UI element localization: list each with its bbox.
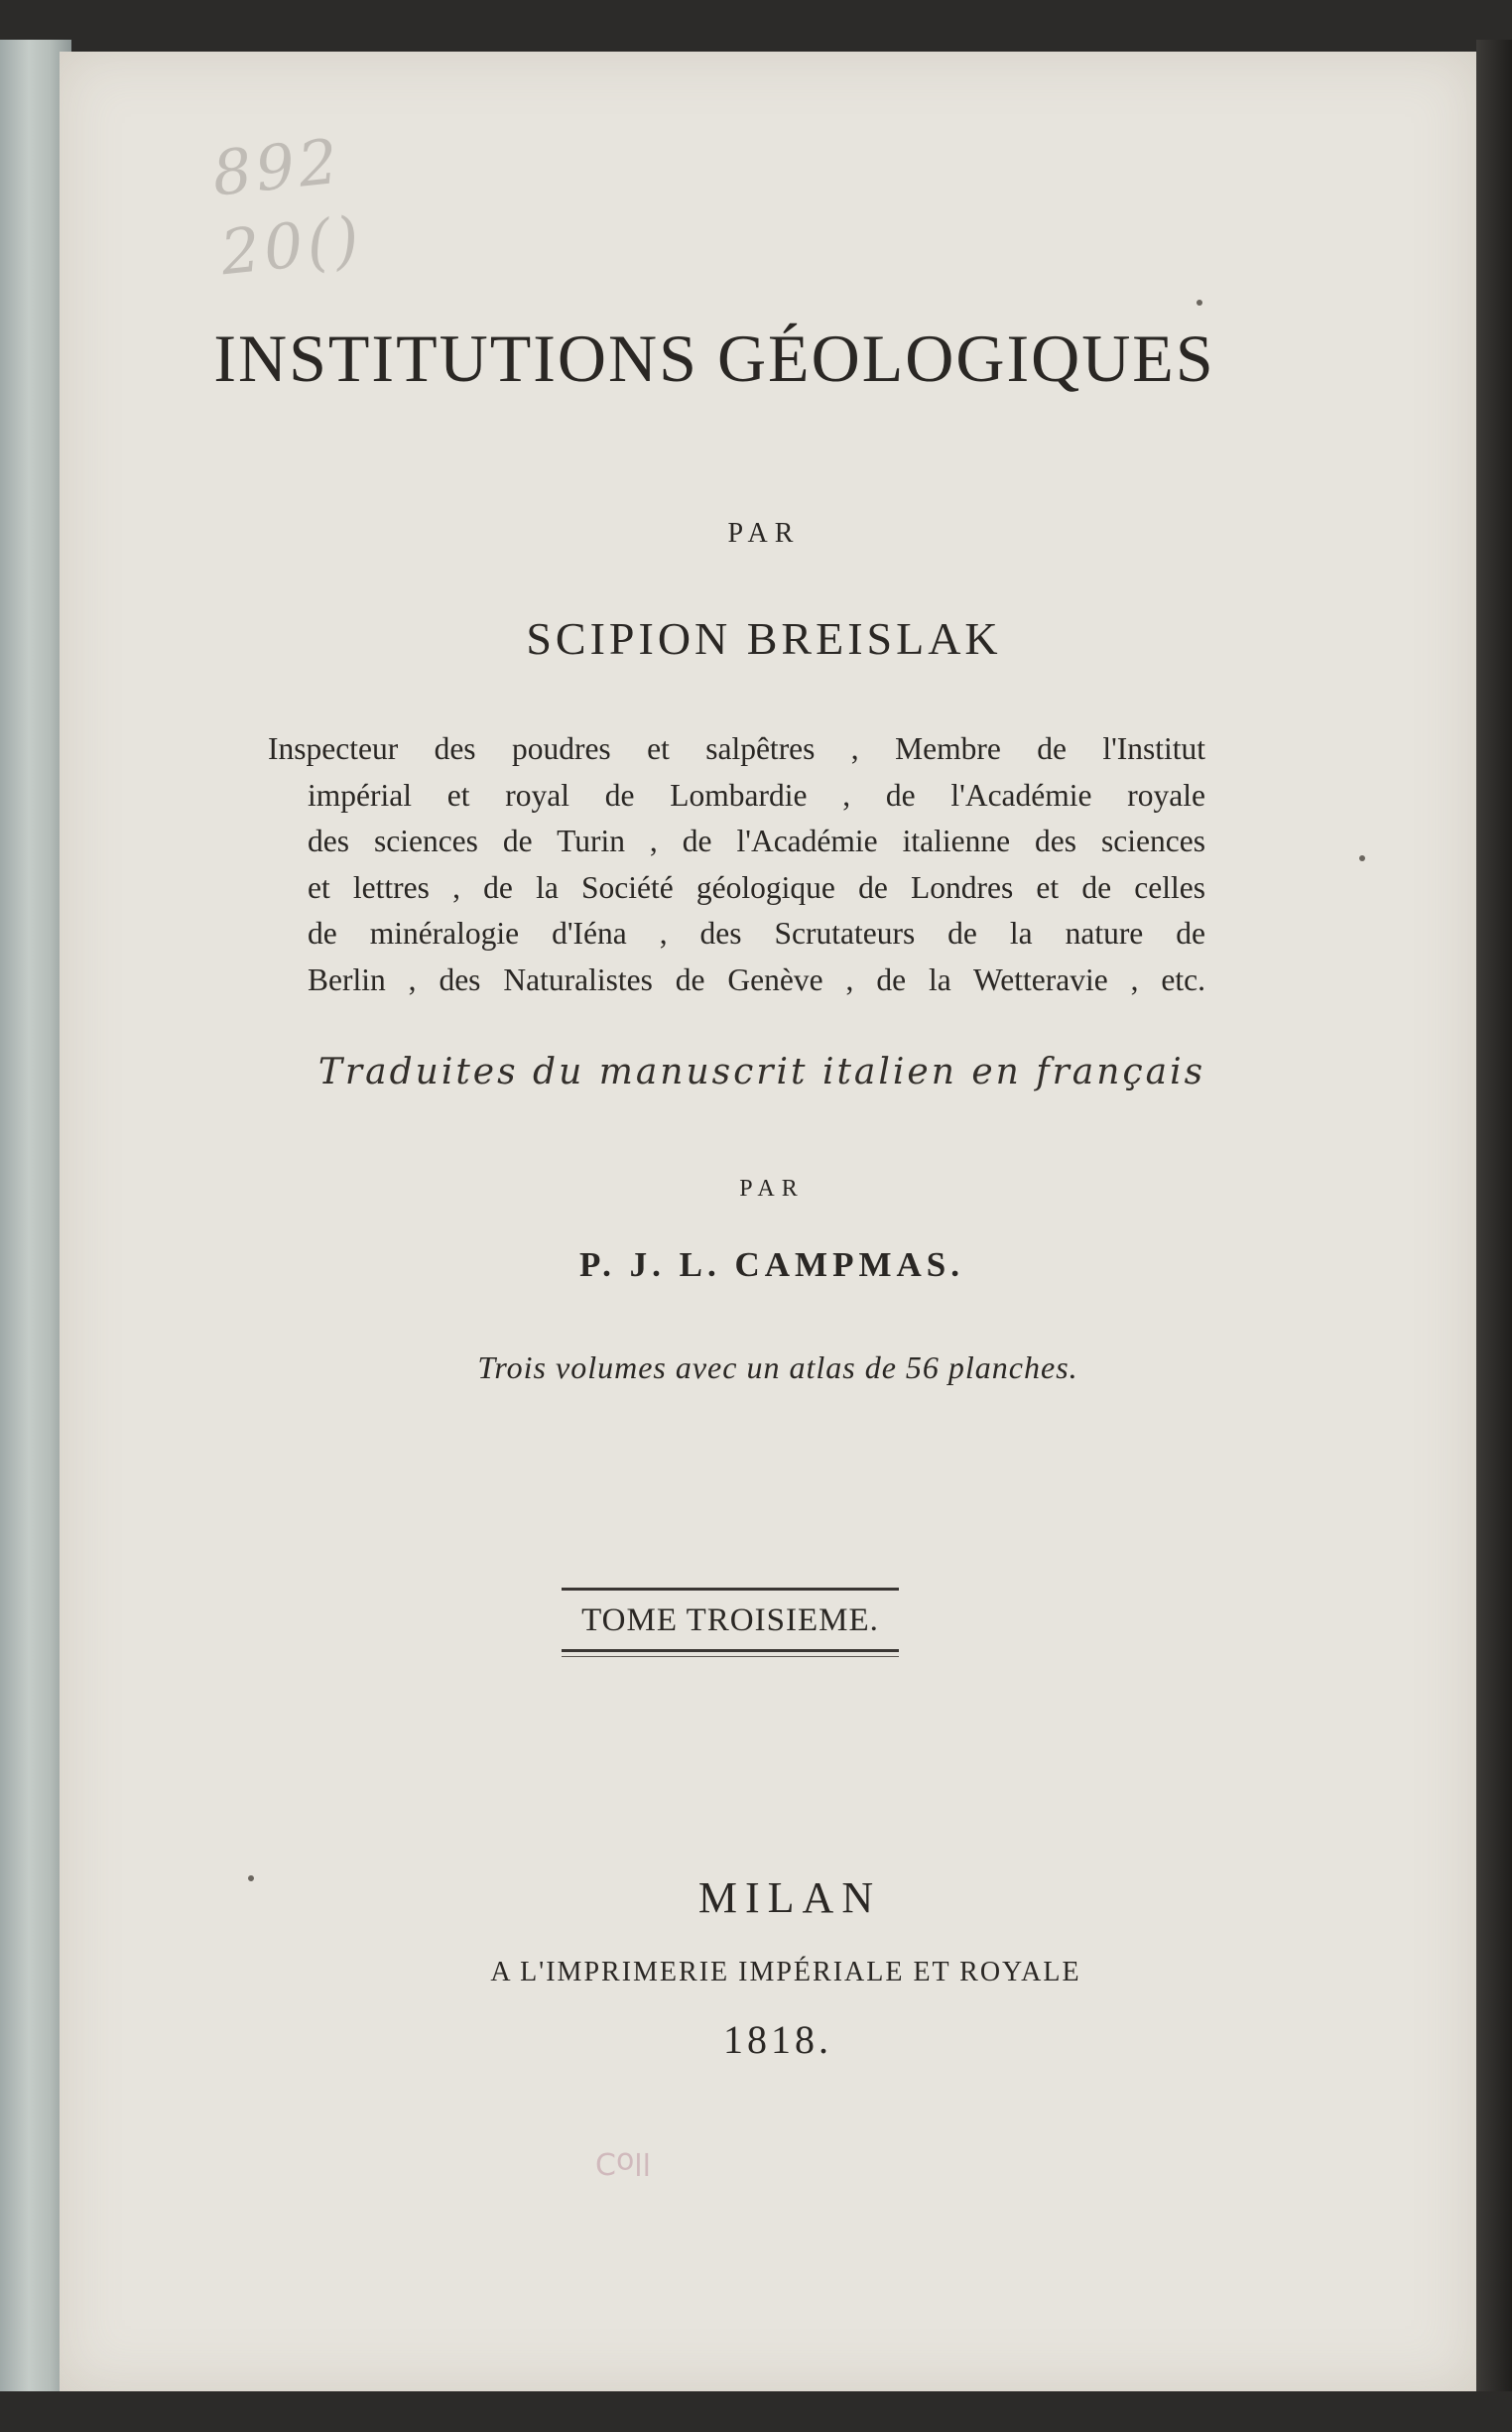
credentials-line: et lettres , de la Société géologique de Londres et de celles [308, 869, 1205, 905]
tome-rule-bottom [562, 1649, 899, 1652]
credentials-line: de minéralogie d'Iéna , des Scrutateurs de la nature de [308, 916, 1205, 951]
shelfmark-line-1: 892 [208, 124, 345, 210]
imprint-year: 1818. [723, 2017, 832, 2062]
pencil-shelfmark [208, 108, 485, 332]
by-line-1: PAR [727, 518, 801, 549]
credentials-line: des sciences de Turin , de l'Académie italienne des sciences [308, 824, 1205, 858]
tome-box [562, 1588, 899, 1657]
author-name: SCIPION BREISLAK [526, 613, 1002, 664]
paper-speck [248, 1875, 254, 1881]
paper-speck [1197, 300, 1202, 306]
shelfmark-line-2: 20() [216, 201, 367, 290]
tome-label: TOME TROISIEME. [581, 1602, 879, 1638]
translation-note: Traduites du manuscrit italien en français [317, 1052, 1206, 1092]
tome-rule-thin [562, 1656, 899, 1657]
credentials-line: Inspecteur des poudres et salpêtres , Membre de l'Institut [268, 731, 1205, 766]
by-line-2: PAR [739, 1176, 805, 1202]
volumes-note: Trois volumes avec un atlas de 56 planches. [477, 1349, 1078, 1385]
translator-name: P. J. L. CAMPMAS. [578, 1245, 964, 1284]
tome-rule-top [562, 1588, 899, 1591]
imprint-city: MILAN [697, 1873, 882, 1922]
paper-speck [1359, 855, 1365, 861]
library-stamp: Coll [595, 2145, 651, 2180]
imprint-printer: A L'IMPRIMERIE IMPÉRIALE ET ROYALE [490, 1957, 1081, 1987]
credentials-line: Berlin , des Naturalistes de Genève , de la Wetteravie , etc. [308, 961, 1205, 997]
title-page [60, 52, 1476, 2391]
book-title: INSTITUTIONS GÉOLOGIQUES [213, 320, 1215, 396]
credentials-line: impérial et royal de Lombardie , de l'Académie royale [308, 777, 1205, 813]
author-credentials [268, 726, 1205, 1003]
